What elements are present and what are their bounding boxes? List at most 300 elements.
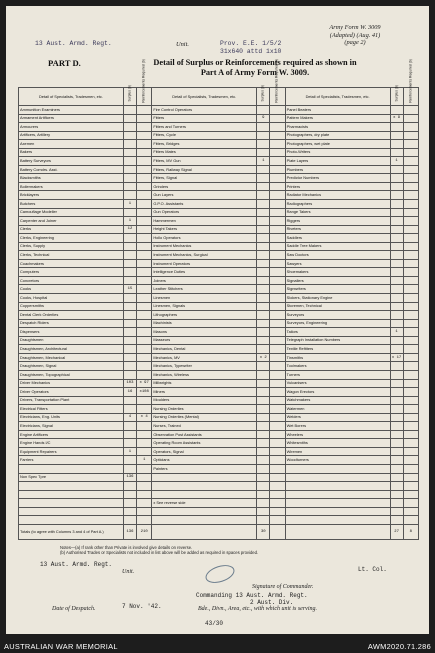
trade-cell: Electrical Fitters bbox=[19, 405, 124, 414]
count-cell: 1 bbox=[257, 157, 270, 166]
trade-cell: Instrument Mechanics, Surgical bbox=[152, 251, 257, 260]
count-cell bbox=[123, 251, 136, 260]
trade-cell: Nursing Orderlies (Mental) bbox=[152, 413, 257, 422]
count-cell bbox=[257, 276, 270, 285]
count-cell bbox=[123, 208, 136, 217]
trade-cell: Bricklayers bbox=[19, 191, 124, 200]
trade-cell bbox=[19, 490, 124, 499]
trade-cell: Radiographers bbox=[285, 200, 390, 209]
trade-cell: Equipment Repairers bbox=[19, 447, 124, 456]
trade-cell: Predictor Numbers bbox=[285, 174, 390, 183]
count-cell bbox=[257, 319, 270, 328]
count-cell bbox=[390, 234, 403, 243]
count-cell bbox=[390, 516, 403, 525]
count-cell bbox=[137, 319, 152, 328]
count-cell bbox=[137, 174, 152, 183]
count-cell: 12 bbox=[123, 225, 136, 234]
count-cell bbox=[123, 353, 136, 362]
count-cell bbox=[390, 311, 403, 320]
count-cell bbox=[137, 251, 152, 260]
table-row bbox=[19, 379, 419, 388]
count-cell: 1 bbox=[123, 217, 136, 226]
count-cell bbox=[270, 285, 285, 294]
form-title: Army Form W. 3009 bbox=[329, 24, 381, 31]
trade-cell bbox=[285, 482, 390, 491]
count-cell bbox=[257, 148, 270, 157]
trade-cell: Millwrights bbox=[152, 379, 257, 388]
count-cell bbox=[403, 422, 418, 431]
count-cell bbox=[137, 473, 152, 482]
table-row bbox=[19, 422, 419, 431]
count-cell bbox=[390, 345, 403, 354]
trade-cell: Non Spec Tpre bbox=[19, 473, 124, 482]
count-cell bbox=[270, 405, 285, 414]
trade-cell: Mechanics, Dental bbox=[152, 345, 257, 354]
table-row bbox=[19, 294, 419, 303]
unit-typed: 13 Aust. Armd. Regt. bbox=[35, 40, 112, 47]
count-cell bbox=[257, 396, 270, 405]
totals-row bbox=[19, 525, 419, 540]
count-cell bbox=[137, 242, 152, 251]
count-cell: x 2 bbox=[257, 353, 270, 362]
trade-cell: Linesmen bbox=[152, 294, 257, 303]
count-cell bbox=[137, 370, 152, 379]
table-row bbox=[19, 328, 419, 337]
count-cell bbox=[137, 259, 152, 268]
col-detail-header: Detail of Specialists, Tradesmen, etc. bbox=[152, 88, 257, 106]
trade-cell bbox=[285, 473, 390, 482]
count-cell bbox=[257, 413, 270, 422]
count-cell bbox=[257, 405, 270, 414]
col-reinf-header bbox=[270, 88, 285, 106]
count-cell bbox=[123, 165, 136, 174]
trade-cell: Riggers bbox=[285, 217, 390, 226]
count-cell bbox=[137, 353, 152, 362]
count-cell bbox=[390, 362, 403, 371]
count-cell bbox=[270, 499, 285, 508]
count-cell bbox=[270, 516, 285, 525]
count-cell bbox=[270, 482, 285, 491]
count-cell bbox=[137, 294, 152, 303]
count-cell bbox=[123, 362, 136, 371]
trade-cell: Clerks, Supply bbox=[19, 242, 124, 251]
trade-cell bbox=[152, 482, 257, 491]
count-cell bbox=[403, 396, 418, 405]
count-cell bbox=[257, 456, 270, 465]
count-cell bbox=[123, 259, 136, 268]
trade-cell: Draughtsmen, Architectural bbox=[19, 345, 124, 354]
count-cell bbox=[123, 311, 136, 320]
trade-cell: Electricians, Signal bbox=[19, 422, 124, 431]
count-cell bbox=[257, 242, 270, 251]
count-cell bbox=[403, 123, 418, 132]
count-cell bbox=[270, 148, 285, 157]
count-cell bbox=[270, 242, 285, 251]
trade-cell: Photo-Writers bbox=[285, 148, 390, 157]
count-cell bbox=[257, 516, 270, 525]
table-row bbox=[19, 191, 419, 200]
count-cell bbox=[270, 165, 285, 174]
trade-cell: Gun Operators bbox=[152, 208, 257, 217]
count-cell bbox=[137, 182, 152, 191]
table-row bbox=[19, 242, 419, 251]
credit-left: AUSTRALIAN WAR MEMORIAL bbox=[4, 642, 118, 651]
count-cell bbox=[137, 447, 152, 456]
count-cell bbox=[403, 456, 418, 465]
trade-cell: Operating Room Assistants bbox=[152, 439, 257, 448]
count-cell bbox=[270, 388, 285, 397]
trade-cell: Masons bbox=[152, 328, 257, 337]
trade-cell: G.P.O. Assistants bbox=[152, 200, 257, 209]
col-reinf-header bbox=[137, 88, 152, 106]
trade-cell: Printers bbox=[285, 182, 390, 191]
table-row bbox=[19, 464, 419, 473]
trade-cell: Pattern Makers bbox=[285, 114, 390, 123]
count-cell bbox=[257, 336, 270, 345]
count-cell bbox=[403, 217, 418, 226]
trade-cell: Operators, Signal bbox=[152, 447, 257, 456]
count-cell bbox=[137, 345, 152, 354]
count-cell bbox=[123, 422, 136, 431]
trade-cell: Range Takers bbox=[285, 208, 390, 217]
trade-cell: Bakers bbox=[19, 148, 124, 157]
count-cell bbox=[123, 182, 136, 191]
count-cell bbox=[270, 114, 285, 123]
count-cell bbox=[270, 328, 285, 337]
totals-spacer bbox=[270, 525, 285, 540]
count-cell bbox=[137, 405, 152, 414]
count-cell bbox=[123, 123, 136, 132]
count-cell bbox=[403, 276, 418, 285]
trade-cell: Leather Stitchers bbox=[152, 285, 257, 294]
count-cell bbox=[390, 430, 403, 439]
table-row bbox=[19, 345, 419, 354]
count-cell bbox=[123, 234, 136, 243]
trade-cell bbox=[19, 516, 124, 525]
table-row bbox=[19, 405, 419, 414]
trade-cell: Despatch Riders bbox=[19, 319, 124, 328]
count-cell bbox=[137, 123, 152, 132]
count-cell bbox=[137, 490, 152, 499]
table-row bbox=[19, 140, 419, 149]
count-cell bbox=[270, 140, 285, 149]
trade-cell: Radiator Mechanics bbox=[285, 191, 390, 200]
count-cell: 1 bbox=[137, 456, 152, 465]
count-cell bbox=[123, 516, 136, 525]
count-cell bbox=[403, 345, 418, 354]
count-cell: 1 bbox=[390, 157, 403, 166]
specialists-table bbox=[18, 84, 419, 540]
count-cell bbox=[257, 268, 270, 277]
count-cell bbox=[403, 251, 418, 260]
count-cell bbox=[123, 140, 136, 149]
trade-cell: Carpenter and Joiner bbox=[19, 217, 124, 226]
trade-cell: Axemen bbox=[19, 140, 124, 149]
count-cell bbox=[257, 464, 270, 473]
count-cell bbox=[270, 319, 285, 328]
totals-surplus: 136 bbox=[123, 525, 136, 540]
trade-cell: Nursing Orderlies bbox=[152, 405, 257, 414]
count-cell bbox=[270, 157, 285, 166]
count-cell bbox=[257, 370, 270, 379]
unit-right-line1: Prov. E.E. 1/5/2 bbox=[220, 40, 282, 47]
count-cell: 16 bbox=[123, 388, 136, 397]
count-cell bbox=[390, 285, 403, 294]
trade-cell: Mechanics, Typewriter bbox=[152, 362, 257, 371]
count-cell bbox=[270, 208, 285, 217]
count-cell bbox=[270, 191, 285, 200]
count-cell bbox=[390, 447, 403, 456]
table-row bbox=[19, 174, 419, 183]
footer-sig-label: Signature of Commander. bbox=[252, 584, 314, 590]
count-cell bbox=[270, 302, 285, 311]
count-cell bbox=[270, 131, 285, 140]
count-cell bbox=[137, 276, 152, 285]
count-cell bbox=[403, 148, 418, 157]
count-cell: 103 bbox=[123, 379, 136, 388]
table-row bbox=[19, 148, 419, 157]
count-cell: 15 bbox=[123, 285, 136, 294]
trade-cell bbox=[152, 516, 257, 525]
footer-unit-typed: 13 Aust. Armd. Regt. bbox=[40, 561, 113, 568]
count-cell bbox=[403, 285, 418, 294]
trade-cell: Fitters, Cycle bbox=[152, 131, 257, 140]
trade-cell: Storemen, Technical bbox=[285, 302, 390, 311]
table-row bbox=[19, 311, 419, 320]
count-cell bbox=[270, 464, 285, 473]
trade-cell: Battery Surveyors bbox=[19, 157, 124, 166]
totals-surplus-3: 27 bbox=[390, 525, 403, 540]
count-cell bbox=[390, 251, 403, 260]
trade-cell: Camouflage Modeller bbox=[19, 208, 124, 217]
count-cell bbox=[123, 464, 136, 473]
trade-cell: Fitters, MV Gun bbox=[152, 157, 257, 166]
count-cell bbox=[123, 131, 136, 140]
count-cell bbox=[403, 473, 418, 482]
table-row bbox=[19, 276, 419, 285]
trade-cell: Plumbers bbox=[285, 165, 390, 174]
trade-cell: Wiremen bbox=[285, 447, 390, 456]
count-cell bbox=[137, 422, 152, 431]
count-cell bbox=[403, 311, 418, 320]
footer-despatch-label: Date of Despatch. bbox=[52, 606, 96, 612]
count-cell bbox=[390, 191, 403, 200]
count-cell bbox=[390, 302, 403, 311]
trade-cell bbox=[19, 464, 124, 473]
footer-rank: Lt. Col. bbox=[358, 566, 387, 573]
count-cell bbox=[137, 148, 152, 157]
form-reference bbox=[295, 24, 415, 47]
trade-cell: Gun Layers bbox=[152, 191, 257, 200]
count-cell bbox=[270, 370, 285, 379]
count-cell bbox=[390, 370, 403, 379]
count-cell bbox=[403, 259, 418, 268]
trade-cell: Miners bbox=[152, 388, 257, 397]
count-cell bbox=[403, 182, 418, 191]
table-row bbox=[19, 388, 419, 397]
count-cell bbox=[257, 200, 270, 209]
count-cell: x 97 bbox=[137, 379, 152, 388]
count-cell: 1 bbox=[123, 200, 136, 209]
trade-cell bbox=[19, 507, 124, 516]
count-cell bbox=[403, 319, 418, 328]
count-cell bbox=[257, 285, 270, 294]
count-cell bbox=[123, 490, 136, 499]
count-cell bbox=[390, 336, 403, 345]
col-surplus-header: Surplus (b) bbox=[390, 88, 403, 106]
trade-cell: Observation Post Assistants bbox=[152, 430, 257, 439]
count-cell bbox=[137, 114, 152, 123]
count-cell bbox=[390, 259, 403, 268]
count-cell bbox=[390, 499, 403, 508]
trade-cell: Driver Operators bbox=[19, 388, 124, 397]
table-row bbox=[19, 259, 419, 268]
count-cell bbox=[137, 191, 152, 200]
count-cell bbox=[123, 148, 136, 157]
count-cell bbox=[270, 200, 285, 209]
count-cell bbox=[137, 302, 152, 311]
trade-cell: Tinsmiths bbox=[285, 353, 390, 362]
count-cell bbox=[270, 396, 285, 405]
trade-cell: Blacksmiths bbox=[19, 174, 124, 183]
trade-cell: Dental Clerk Orderlies bbox=[19, 311, 124, 320]
totals-spacer bbox=[285, 525, 390, 540]
count-cell bbox=[270, 345, 285, 354]
count-cell bbox=[270, 507, 285, 516]
count-cell bbox=[270, 413, 285, 422]
count-cell bbox=[257, 422, 270, 431]
trade-cell: Saddlers bbox=[285, 234, 390, 243]
trade-cell: Hammermen bbox=[152, 217, 257, 226]
footer-division: 2 Aust. Div. bbox=[250, 599, 294, 606]
unit-right-line2: 31x640 attd 1x10 bbox=[220, 48, 282, 55]
count-cell bbox=[270, 123, 285, 132]
trade-cell: Pharmacists bbox=[285, 123, 390, 132]
count-cell bbox=[123, 345, 136, 354]
count-cell bbox=[137, 328, 152, 337]
trade-cell: Draughtsmen, Mechanical bbox=[19, 353, 124, 362]
count-cell bbox=[257, 294, 270, 303]
trade-cell: Painters bbox=[152, 464, 257, 473]
form-subtitle: (Adapted) (Aug. 41) bbox=[329, 31, 381, 39]
count-cell bbox=[270, 106, 285, 115]
count-cell bbox=[257, 234, 270, 243]
count-cell bbox=[390, 379, 403, 388]
count-cell bbox=[403, 379, 418, 388]
trade-cell: Whitesmiths bbox=[285, 439, 390, 448]
table-row bbox=[19, 234, 419, 243]
count-cell bbox=[403, 174, 418, 183]
part-title bbox=[110, 58, 400, 78]
count-cell bbox=[270, 353, 285, 362]
trade-cell: Hollo Operators bbox=[152, 234, 257, 243]
trade-cell: Joiners bbox=[152, 276, 257, 285]
count-cell bbox=[403, 242, 418, 251]
count-cell bbox=[257, 191, 270, 200]
count-cell bbox=[270, 311, 285, 320]
trade-cell: Photographers, wet plate bbox=[285, 140, 390, 149]
count-cell bbox=[403, 114, 418, 123]
count-cell bbox=[123, 294, 136, 303]
count-cell bbox=[403, 165, 418, 174]
trade-cell: Riveters bbox=[285, 225, 390, 234]
count-cell bbox=[257, 208, 270, 217]
trade-cell: Shoemakers bbox=[285, 268, 390, 277]
trade-cell: Moulders bbox=[152, 396, 257, 405]
count-cell bbox=[123, 405, 136, 414]
count-cell bbox=[270, 182, 285, 191]
trade-cell: Butchers bbox=[19, 200, 124, 209]
count-cell bbox=[403, 225, 418, 234]
count-cell bbox=[270, 362, 285, 371]
count-cell bbox=[403, 447, 418, 456]
trade-cell: Woodturners bbox=[285, 456, 390, 465]
count-cell bbox=[137, 200, 152, 209]
table-row bbox=[19, 456, 419, 465]
count-cell bbox=[123, 157, 136, 166]
trade-cell: Mechanics, MV bbox=[152, 353, 257, 362]
trade-cell: Telegraph Installation Numbers bbox=[285, 336, 390, 345]
count-cell bbox=[123, 302, 136, 311]
trade-cell: Watermen bbox=[285, 405, 390, 414]
count-cell bbox=[257, 473, 270, 482]
trade-cell bbox=[19, 499, 124, 508]
count-cell bbox=[403, 157, 418, 166]
count-cell bbox=[403, 234, 418, 243]
trade-cell: Coppersmiths bbox=[19, 302, 124, 311]
count-cell bbox=[137, 464, 152, 473]
count-cell bbox=[257, 439, 270, 448]
notes bbox=[60, 545, 258, 556]
table-row bbox=[19, 217, 419, 226]
table-row bbox=[19, 439, 419, 448]
credit-right: AWM2020.71.286 bbox=[367, 642, 431, 651]
count-cell bbox=[403, 131, 418, 140]
table-row bbox=[19, 490, 419, 499]
count-cell bbox=[123, 106, 136, 115]
count-cell bbox=[390, 507, 403, 516]
trade-cell: Coachmakers bbox=[19, 259, 124, 268]
count-cell bbox=[137, 268, 152, 277]
trade-cell: Saw Doctors bbox=[285, 251, 390, 260]
trade-cell: Wagon Erectors bbox=[285, 388, 390, 397]
count-cell bbox=[390, 294, 403, 303]
count-cell bbox=[390, 148, 403, 157]
col-detail-header: Detail of Specialists, Tradesmen, etc. bbox=[285, 88, 390, 106]
trade-cell: Nurses, Trained bbox=[152, 422, 257, 431]
count-cell bbox=[257, 490, 270, 499]
count-cell bbox=[390, 123, 403, 132]
trade-cell: Textile Refitters bbox=[285, 345, 390, 354]
count-cell bbox=[257, 182, 270, 191]
count-cell bbox=[137, 131, 152, 140]
table-row bbox=[19, 225, 419, 234]
count-cell bbox=[403, 516, 418, 525]
count-cell bbox=[257, 174, 270, 183]
trade-cell: Dispensers bbox=[19, 328, 124, 337]
count-cell bbox=[390, 319, 403, 328]
trade-cell: Panel Beaters bbox=[285, 106, 390, 115]
trade-cell: Ammunition Examiners bbox=[19, 106, 124, 115]
count-cell bbox=[123, 507, 136, 516]
count-cell bbox=[270, 447, 285, 456]
count-cell bbox=[390, 276, 403, 285]
trade-cell: Plate Layers bbox=[285, 157, 390, 166]
count-cell bbox=[257, 345, 270, 354]
trade-cell: Cooks bbox=[19, 285, 124, 294]
unit-label: Unit. bbox=[176, 41, 189, 48]
table-row bbox=[19, 157, 419, 166]
